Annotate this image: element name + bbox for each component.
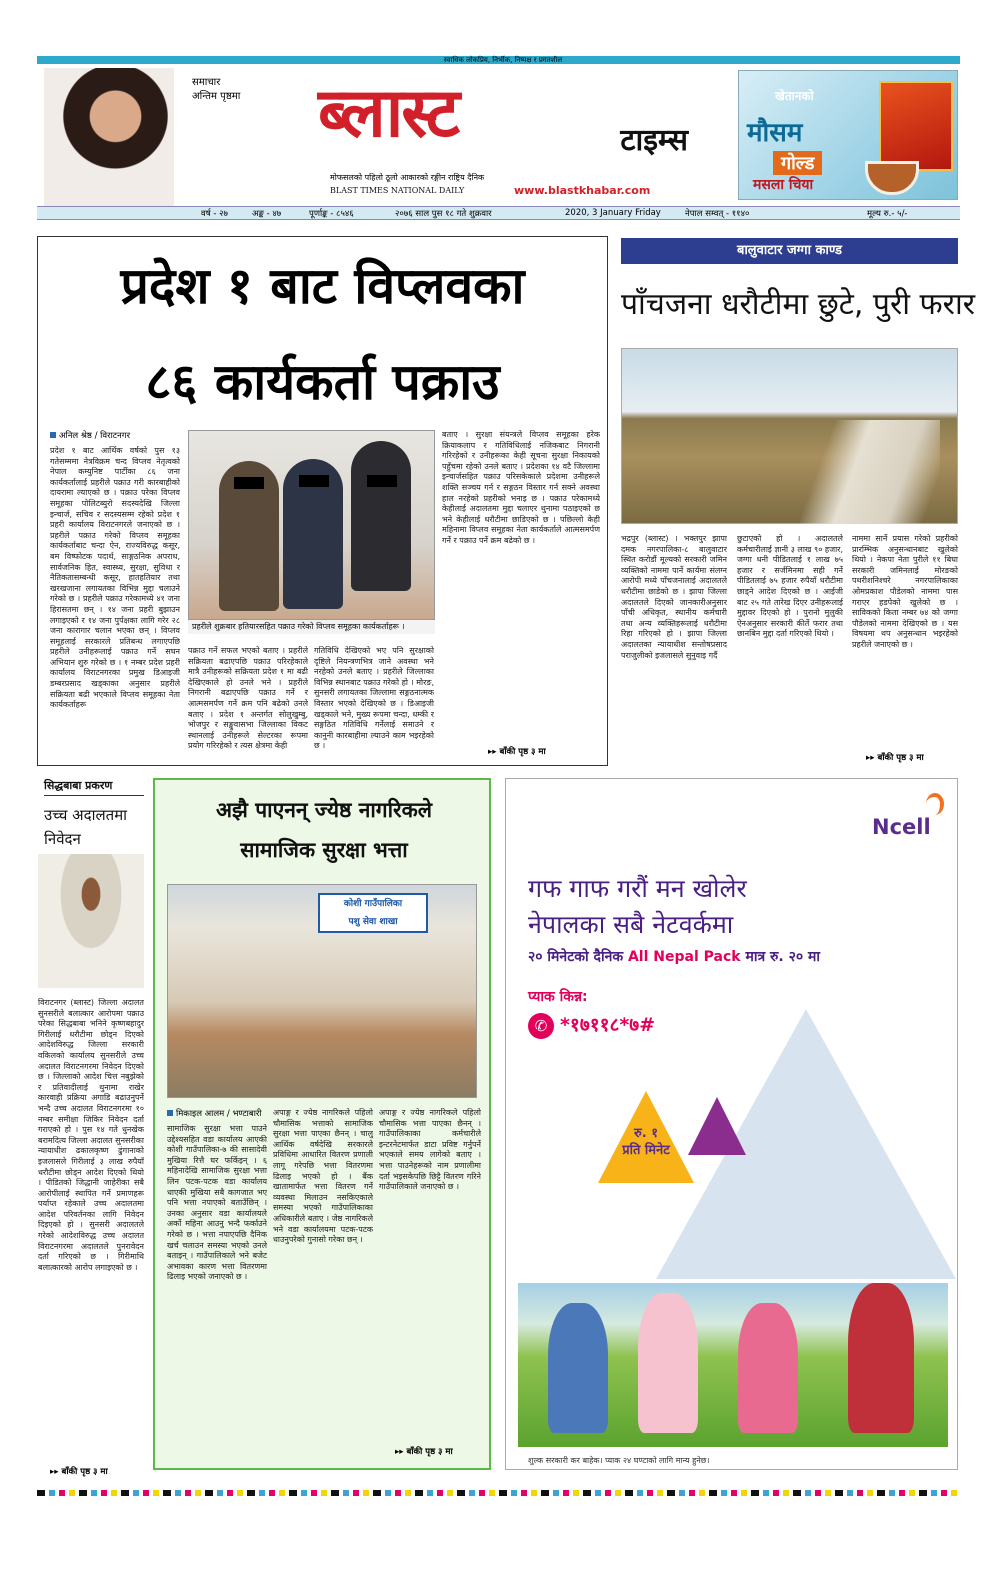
side-continue-link[interactable]: ▸▸ बाँकी पृष्ठ ३ मा xyxy=(50,1467,108,1477)
teaser-label: समाचार xyxy=(192,77,221,88)
dateline-nepal-sambat: नेपाल सम्वत् - ११४० xyxy=(685,209,750,219)
lead-continue-link[interactable]: ▸▸ बाँकी पृष्ठ ३ मा xyxy=(488,747,546,757)
masthead-english-name: BLAST TIMES NATIONAL DAILY xyxy=(330,186,465,195)
right-body-column-2: छुटाएको हो । अदालतले कर्मचारीलाई ज्ञानी ३ लाख ९० हजार, जग्गा धनी पीडितलाई १ लाख ७५ हजार र सर्जमिनमा सही गर्ने पीडितलाई ७५ हजार रुपैयाँ धरौटीमा छाड्ने आदेश दिएको छ । आईजी बाट २५ गते तारेख दिएर उनीहरूलाई मुद्दावर दिएको हो । पुरानो मुलुकी ऐनअनुसार सरकारी कीर्ते फरार तथा छानबिन मुद्दा दर्ता गरिएको थियो । xyxy=(737,534,843,639)
ad-product-name: मौसम xyxy=(747,118,803,148)
ncell-rate-amount: रु. १ xyxy=(634,1126,658,1141)
side-headline[interactable]: उच्च अदालतमा निवेदन xyxy=(44,806,128,848)
masthead-logo-block[interactable] xyxy=(318,68,688,160)
right-headline[interactable]: पाँचजना धरौटीमा छुटे, पुरी फरार xyxy=(621,287,975,322)
green-byline: मिकाइल आलम / भण्टाबारी xyxy=(167,1108,262,1119)
kid-figure xyxy=(638,1293,698,1433)
kid-figure xyxy=(848,1283,914,1433)
ncell-dial-code[interactable] xyxy=(528,1011,655,1039)
masthead-logo-suffix: टाइम्स xyxy=(620,123,688,158)
green-headline-line1[interactable]: अझै पाएनन् ज्येष्ठ नागरिकले xyxy=(215,798,432,822)
ncell-code-text: *१७११८*७# xyxy=(560,1014,656,1036)
green-body-column-2: अपाङ्ग र ज्येष्ठ नागरिकले पहिलो चौमासिक भत्ताको सामाजिक सुरक्षा भत्ता पाएका छैनन् । चालु आर्थिक वर्षदेखि सरकारले प्रविधिमा आधारित वितरण प्रणाली लागू गरेपछि भत्ता वितरणमा ढिलाइ भएको हो । बैंक खातामार्फत भत्ता वितरण गर्ने व्यवस्था मिलाउन नसकिएकाले समस्या भएको गाउँपालिकाका अधिकारीले बताए । जेष्ठ नागरिकले भने वडा कार्यालयमा पटक-पटक धाउनुपरेको गुनासो गरेका छन् । xyxy=(273,1108,373,1245)
kid-figure xyxy=(738,1303,798,1433)
green-body-column-1: सामाजिक सुरक्षा भत्ता पाउने उद्देश्यसहित वडा कार्यालय आएकी कोशी गाउँपालिका-७ की सासादेवी मुखिया रित्तै घर फर्किइन् । ६ महिनादेखि सामाजिक सुरक्षा भत्ता लिन पटक-पटक वडा कार्यालय धाएकी मुखिया सबै कागजात भए पनि भत्ता नपाएको बताउँछिन् । उनका अनुसार वडा कार्यालयले अर्को महिना आउनु भन्दै फर्काउने गरेको छ । भत्ता नपाएपछि दैनिक खर्च चलाउन समस्या भएको उनले बताइन् । गाउँपालिकाले भने बजेट अभावका कारण भत्ता वितरणमा ढिलाइ भएको जनाएको छ । xyxy=(167,1124,267,1282)
masthead-logo: ब्लास्ट xyxy=(318,74,459,153)
face-blur-bar xyxy=(367,475,397,487)
dateline-issue: अङ्क - ४७ xyxy=(252,209,282,219)
kid-figure xyxy=(548,1303,608,1433)
lead-body-column-4: बताए । सुरक्षा संयन्त्रले विप्लव समूहका हरेक क्रियाकलाप र गतिविधिलाई नजिकबाट निगरानी गरिरहेको र उनीहरूका केही सूचना सुरक्षा निकायको पहुँचमा रहेको उनले बताए । प्रदेशका १४ वटै जिल्लामा इन्चार्जसहित पक्राउ परिसकेकाले प्रदेशमा उनीहरूले शक्ति सञ्चय गर्न र सङ्गठन विस्तार गर्न सक्ने अवस्था हाल नरहेको प्रहरीको भनाइ छ । पक्राउ परेकामध्ये केहीलाई अदालतमा मुद्दा चलाएर थुनामा पठाइएको छ भने केहीलाई धरौटीमा छाडिएको छ । पछिल्लो केही महिनामा विप्लव समूहका नेता कार्यकर्ताले आत्मसमर्पण गर्ने र पक्राउ पर्ने क्रम बढेको छ । xyxy=(442,430,600,545)
print-registration-bar xyxy=(37,1490,960,1496)
lead-photo-arrested xyxy=(188,430,435,620)
dateline-pages: पूर्णाङ्क - ८५४६ xyxy=(309,209,354,219)
green-story-box xyxy=(153,778,491,1470)
lead-headline-line2[interactable]: ८६ कार्यकर्ता पक्राउ xyxy=(145,353,500,411)
side-section-title: सिद्धबाबा प्रकरण xyxy=(44,778,144,796)
signboard-line2: पशु सेवा शाखा xyxy=(348,917,398,927)
right-continue-link[interactable]: ▸▸ बाँकी पृष्ठ ३ मा xyxy=(866,753,924,763)
ad-product-type: मसला चिया xyxy=(753,177,814,193)
side-body: विराटनगर (ब्लास्ट) जिल्ला अदालत सुनसरीले बलात्कार आरोपमा पक्राउ परेका सिद्धबाबा भनिने कृष्णबहादुर गिरीलाई धरौटीमा छोड्न दिएको आदेशविरुद्ध जिल्ला सरकारी वकिलको कार्यालय सुनसरीले उच्च अदालत विराटनगरमा निवेदन दिएको छ । जिल्लाको आदेश चित्त नबुझेको र प्रतिवादीलाई थुनामा राखेर कारवाही प्रक्रिया अगाडि बढाउनुपर्ने भन्दै उच्च अदालत विराटनगरमा १० नम्बर समीक्षा जिकिर निवेदन दर्ता गराएको हो । पुस १४ गते धुनखेक बरामदित्य जिल्ला अदालत सुनसरीका न्यायाधीश ढकालकृष्ण ढुंगानाको इजलासले गिरीलाई ३ लाख रुपैयाँ धरौटीमा छोड्न आदेश दिएको थियो । पीडितको जिद्धानी जाहेरीका सबै आरोपीलाई स्थापित गर्ने प्रमाणहरू पर्याप्त रहेकाले उच्च अदालतमा आदेश परिवर्तनका लागि निवेदन दिइएको हो । सुनसरी अदालतले गरेको आदेशविरुद्ध उच्च अदालत विराटनगरमा अदालतले पुनरावेदन दर्ता गरिएको छ । गिरीमाथि बलात्कारको आरोप लगाइएको छ । xyxy=(38,998,144,1272)
tea-box-image xyxy=(879,81,953,171)
tea-cup-icon xyxy=(865,161,919,195)
lead-continue-text: बाँकी पृष्ठ ३ मा xyxy=(499,747,546,757)
green-photo-office xyxy=(167,884,477,1098)
green-body-column-3: अपाङ्ग र ज्येष्ठ नागरिकले पहिलो चौमासिक भत्ता पाएका छैनन् । गाउँपालिकाका कर्मचारीले इन्टरनेटमार्फत डाटा प्रविष्ट गर्नुपर्ने भएकाले समय लागेको बताए । भत्ता पाउनेहरूको नाम प्रणालीमा दर्ता भइसकेपछि छिट्टै वितरण गरिने गाउँपालिकाले जनाएको छ । xyxy=(379,1108,481,1192)
masthead-tagline: स्वाधिक लोकप्रिय, निर्भीक, निष्पक्ष र प्रगतशील xyxy=(443,56,563,64)
lead-body-column-3: गतिविधि देखिएको भए पनि सुरक्षाको दृष्टिले नियन्त्रणभित्र जाने अवस्था भने नरहेको उनले बताए । प्रहरीले जिल्लाका विभिन्न स्थानबाट पक्राउ गरेको हो । मोरङ, सुनसरी लगायतका जिल्लामा सङ्गठनात्मक विस्तार भएको देखिएको छ । डिआइजी खड्काले भने, मुख्य रूपमा चन्दा, धम्की र सङ्गठित गतिविधि गर्नेलाई समाउने र कानुनी कारबाहीमा ल्याउने काम भइरहेको छ । xyxy=(314,646,434,751)
ncell-signal-icon xyxy=(926,793,944,815)
tea-advertisement[interactable] xyxy=(738,70,958,200)
dateline-bs-date: २०७६ साल पुस १८ गते शुक्रवार xyxy=(395,209,492,219)
green-headline-line2[interactable]: सामाजिक सुरक्षा भत्ता xyxy=(240,838,408,862)
ncell-rate-unit: प्रति मिनेट xyxy=(622,1143,670,1158)
phone-icon: ✆ xyxy=(528,1013,554,1039)
ncell-logo: Ncell xyxy=(872,815,931,839)
ncell-headline-2: नेपालका सबै नेटवर्कमा xyxy=(528,910,734,939)
masthead-portrait-photo xyxy=(44,68,174,206)
lead-headline-line1[interactable]: प्रदेश १ बाट विप्लवका xyxy=(120,257,525,315)
right-body-column-1: भद्रपुर (ब्लास्ट) । भक्तपुर झापा दमक नगरपालिका-८ बालुवाटार स्थित करोडौं मूल्यको सरकारी जमिन व्यक्तिको नाममा पार्ने कार्यमा संलग्न आरोपी मध्ये पाँचजनालाई अदालतले धरौटीमा छाडेको छ । झापा जिल्ला अदालतले दिएको जानकारीअनुसार पाँची अधिकृत, स्थानीय कर्मचारी तथा अन्य व्यक्तिहरूलाई धरौटीमा रिहा गरिएको हो । झापा जिल्ला अदालतका न्यायाधीश सन्तोषप्रसाद पराजुलीको इजलासले सुनुवाइ गर्दै xyxy=(621,534,727,660)
ncell-advertisement[interactable] xyxy=(505,778,958,1470)
dateline-year: वर्ष - २७ xyxy=(201,209,228,219)
ncell-kids-photo xyxy=(518,1283,948,1447)
office-signboard xyxy=(318,893,428,933)
face-blur-bar xyxy=(299,475,329,487)
green-continue-text: बाँकी पृष्ठ ३ मा xyxy=(406,1447,453,1457)
dateline-price: मूल्य रु.- ५/- xyxy=(867,209,908,219)
ncell-subhead xyxy=(528,947,820,966)
teaser-page-ref: अन्तिम पृष्ठमा xyxy=(192,91,241,102)
signboard-line1: कोशी गाउँपालिका xyxy=(343,899,403,909)
ad-brand: खेतानको xyxy=(775,89,814,103)
ncell-subhead-pre: २० मिनेटको दैनिक xyxy=(528,949,624,965)
dateline-bar xyxy=(37,206,960,220)
lead-photo-caption: प्रहरीले शुक्रबार हतियारसहित पक्राउ गरेको विप्लव समूहका कार्यकर्ताहरू । xyxy=(188,620,435,634)
lead-body-column-2: पक्राउ गर्ने सफल भएको बताए । प्रहरीले सक्रियता बढाएपछि पक्राउ परिरहेकाले मात्रै उनीहरूको सक्रियता प्रदेश १ मा बढी देखिएकाले हो उनले भने । प्रहरीले निगरानी बढाएपछि पक्राउ गर्ने र आत्मसमर्पण गर्ने क्रम पनि बढेको उनले बताए । प्रदेश १ अन्तर्गत सोलुखुम्बु, भोजपुर र सङ्खुवासभा जिल्लाका विकट स्थानलाई उनीहरूले सेल्टरका रूपमा प्रयोग गरिरहेको र त्यस क्षेत्रमा केही xyxy=(188,646,308,751)
ncell-subhead-post: मात्र रु. २० मा xyxy=(745,949,821,965)
ncell-rate-text xyxy=(598,1125,694,1159)
dateline-ad-date: 2020, 3 January Friday xyxy=(565,208,661,218)
ncell-headline-1: गफ गाफ गरौं मन खोलेर xyxy=(528,874,747,903)
right-continue-text: बाँकी पृष्ठ ३ मा xyxy=(877,753,924,763)
side-photo-guru xyxy=(38,854,144,988)
masthead-subline: मोफसलको पहिलो ठूलो आकारको रङ्गीन राष्ट्रिय दैनिक xyxy=(330,173,485,182)
masthead-website-link[interactable]: www.blastkhabar.com xyxy=(514,184,651,197)
right-section-bar: बालुवाटार जग्गा काण्ड xyxy=(621,238,958,264)
ncell-buy-label: प्याक किन्न: xyxy=(528,989,588,1005)
face-blur-bar xyxy=(234,477,264,489)
green-continue-link[interactable]: ▸▸ बाँकी पृष्ठ ३ मा xyxy=(395,1447,453,1457)
lead-byline: अनिल श्रेष्ठ / विराटनगर xyxy=(50,430,130,441)
ncell-footnote: शुल्क सरकारी कर बाहेक। प्याक २४ घण्टाको लागि मान्य हुनेछ। xyxy=(528,1456,710,1465)
lead-body-column-1: प्रदेश १ बाट आर्थिक वर्षको पुस १३ गतेसम्ममा नेत्रविक्रम चन्द विप्लव नेतृत्वको नेपाल कम्युनिष्ट पार्टीका ८६ जना कार्यकर्तालाई प्रहरीले पक्राउ गरी कारबाहीको दायरामा ल्याएको छ । पक्राउ परेका विप्लव समूहका पोलिटब्युरो सदस्यदेखि जिल्ला इन्चार्ज, सचिव र सदस्यसम्म रहेको प्रदेश १ प्रहरी कार्यालय विराटनगरले जनाएको छ । प्रहरीले पक्राउ गरेको विप्लव समूहका कार्यकर्ताबाट चन्दा ऐन, राज्यविरुद्ध कसूर, बम विष्फोटक पदार्थ, साङ्गठनिक अपराध, सार्वजनिक हित, स्वास्थ्य, सुरक्षा, सुविधा र नैतिकतासम्बन्धी कसूर, हातहतियार तथा खरखजाना लगायतका विभिन्न मुद्दा चलाउने गरेको छ । प्रहरीले पक्राउ गरेकामध्ये ४१ जना हिरासतमा छन् । १४ जना प्रहरी बुझाउन लगाइएको र १४ जना पुर्पक्षका लागि गरेर २८ जना कारागार चलान भएका छन् । विप्लव समूहलाई सरकारले प्रतिबन्ध लगाएपछि प्रहरीले उनीहरूलाई पक्राउ गर्ने सघन अभियान शुरु गरेको छ । १ नम्बर प्रदेश प्रहरी कार्यालय विराटनगरका प्रमुख डिआइजी डम्बरप्रसाद खड्काका अनुसार प्रहरीले सक्रियता बढी भएकाले विप्लव समूहका नेता कार्यकर्ताहरू xyxy=(50,446,180,710)
ad-product-variant: गोल्ड xyxy=(773,151,822,175)
ncell-pack-name: All Nepal Pack xyxy=(627,949,741,965)
person-figure xyxy=(351,441,411,591)
right-body-column-3: नाममा सार्ने प्रयास गरेको प्रहरीको प्रारम्भिक अनुसन्धानबाट खुलेको थियो । नेकपा नेता पुरीले ११ बिघा सरकारी जमिनलाई मोरङको पथरीशनिश्चरे नगरपालिकाका ओमप्रकाश पौडेलको नाममा पास गराएर हडपेको खुलेको छ । साविकको किता नम्बर ७४ को जग्गा पौडेलको नाममा देखिएको छ । यस विषयमा थप अनुसन्धान भइरहेको प्रहरीले जनाएको छ । xyxy=(852,534,958,649)
side-continue-text: बाँकी पृष्ठ ३ मा xyxy=(61,1467,108,1477)
road-in-photo xyxy=(800,420,940,524)
